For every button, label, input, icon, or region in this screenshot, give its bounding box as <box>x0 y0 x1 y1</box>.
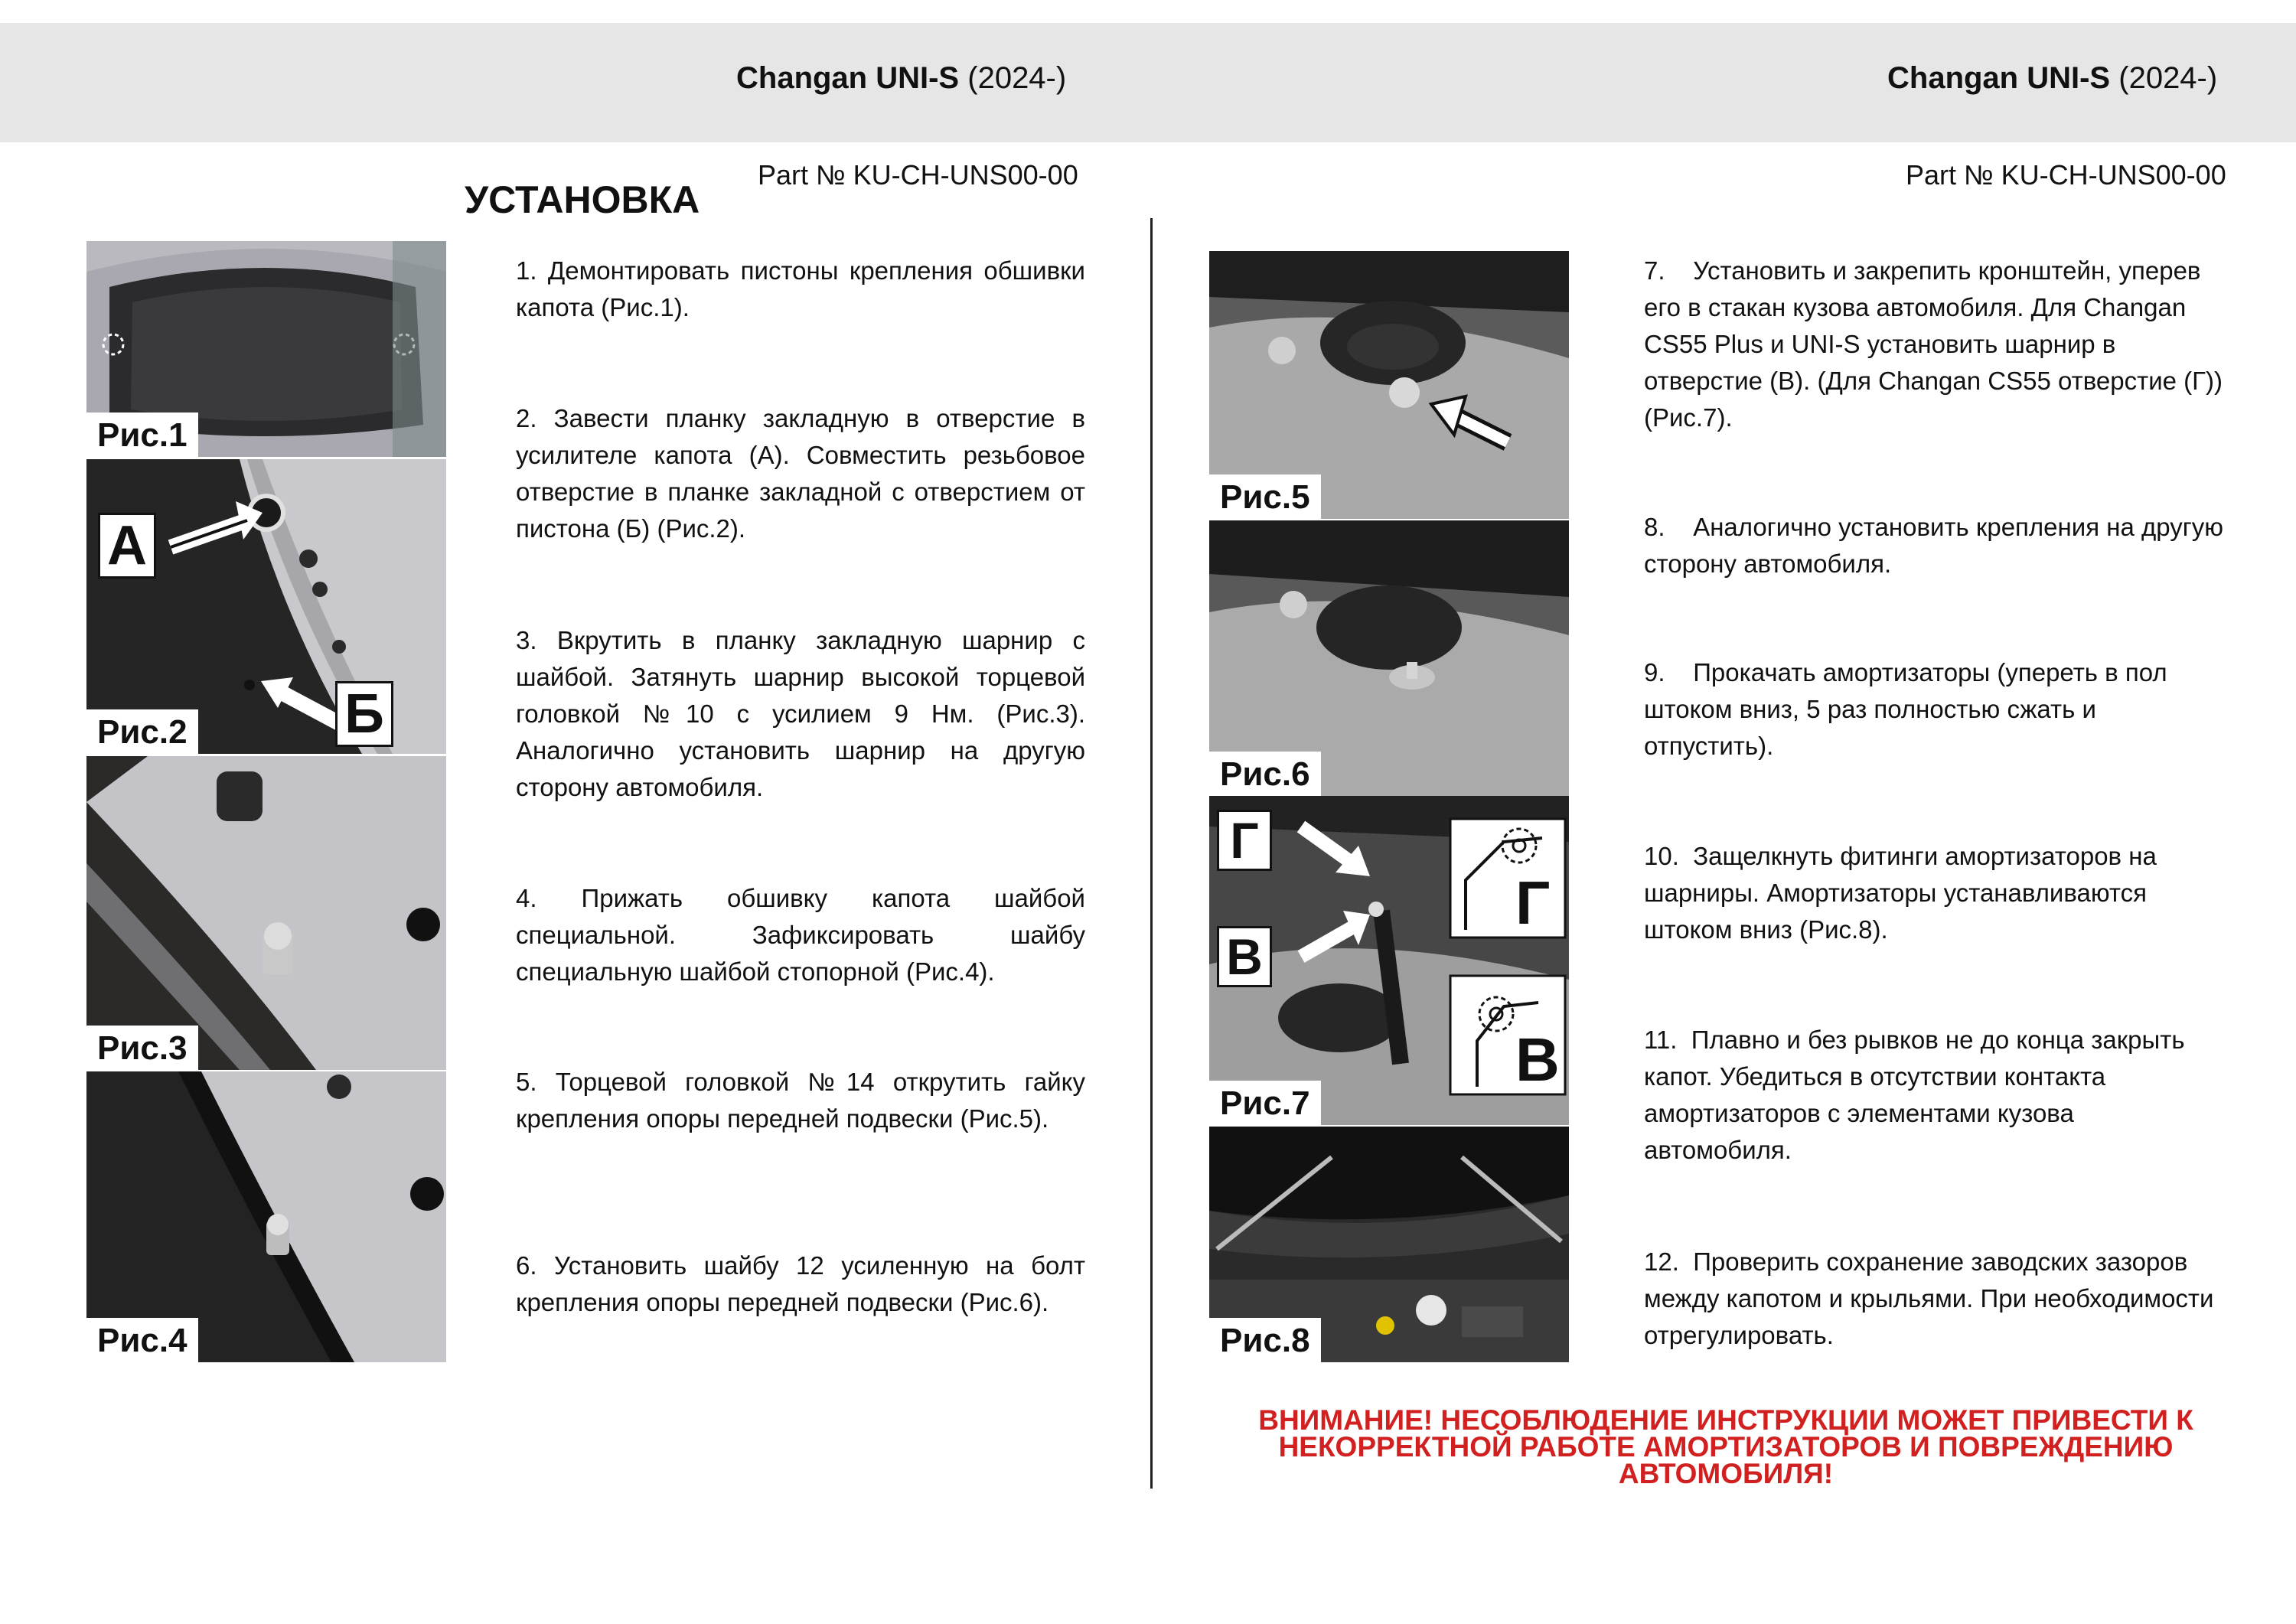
header-years: (2024-) <box>2118 61 2218 95</box>
figure-4-label: Рис.4 <box>86 1318 198 1362</box>
figure-2-photo <box>86 459 446 754</box>
step-2: 2. Завести планку закладную в отверстие в усилителе капота (А). Совместить резьбовое отверстие в планке закладной с отверстием от пистона (Б) (Рис.2). <box>516 404 1085 543</box>
page-title: УСТАНОВКА <box>465 178 700 221</box>
figure-2-label: Рис.2 <box>86 709 198 754</box>
figure-6-photo <box>1209 520 1569 796</box>
warning-text: ВНИМАНИЕ! НЕСОБЛЮДЕНИЕ ИНСТРУКЦИИ МОЖЕТ ПРИВЕСТИ К НЕКОРРЕКТНОЙ РАБОТЕ АМОРТИЗАТОРОВ И ПОВРЕЖДЕНИЮ АВТОМОБИЛЯ! <box>1258 1404 2193 1489</box>
step-1: 1. Демонтировать пистоны крепления обшивки капота (Рис.1). <box>516 256 1085 321</box>
figure-4-photo <box>86 1071 446 1362</box>
figure-7-photo <box>1209 796 1569 1125</box>
figure-8-photo <box>1209 1127 1569 1362</box>
step-8: 8. Аналогично установить крепления на другую сторону автомобиля. <box>1644 513 2231 578</box>
header-left <box>736 61 1066 96</box>
figure-3-photo <box>86 756 446 1070</box>
callout-a: А <box>98 513 156 579</box>
step-5: 5. Торцевой головкой №14 открутить гайку крепления опоры передней подвески (Рис.5). <box>516 1068 1085 1133</box>
figure-7-label: Рис.7 <box>1209 1081 1321 1125</box>
figure-1-photo <box>86 241 446 457</box>
figure-5-photo <box>1209 251 1569 519</box>
column-divider <box>1150 218 1153 1489</box>
inset-label-v: В <box>1515 1026 1560 1094</box>
inset-label-g: Г <box>1515 869 1551 937</box>
step-10: 10. Защелкнуть фитинги амортизаторов на шарниры. Амортизаторы устанавливаются штоком вниз (Рис.8). <box>1644 842 2164 944</box>
part-number-right: Part № KU-CH-UNS00-00 <box>1906 159 2226 191</box>
header-right <box>1887 61 2217 96</box>
step-7: 7. Установить и закрепить кронштейн, уперев его в стакан кузова автомобиля. Для Changan CS55 Plus и UNI-S установить шарнир в отверстие (В). (Для Changan CS55 отверстие (Г)) (Рис.7). <box>1644 256 2230 432</box>
figure-5-label: Рис.5 <box>1209 474 1321 519</box>
step-9: 9. Прокачать амортизаторы (упереть в пол штоком вниз, 5 раз полностью сжать и отпустить). <box>1644 658 2174 760</box>
header-brand: Changan UNI-S <box>736 61 960 95</box>
header-brand: Changan UNI-S <box>1887 61 2111 95</box>
callout-g: Г <box>1217 810 1272 871</box>
figure-8-label: Рис.8 <box>1209 1318 1321 1362</box>
figure-3-label: Рис.3 <box>86 1026 198 1070</box>
callout-v: В <box>1217 926 1272 987</box>
header-years: (2024-) <box>967 61 1067 95</box>
step-3: 3. Вкрутить в планку закладную шарнир с шайбой. Затянуть шарнир высокой торцевой головкой №10 с усилием 9 Нм. (Рис.3). Аналогично установить шарнир на другую сторону автомобиля. <box>516 626 1085 801</box>
step-6: 6. Установить шайбу 12 усиленную на болт крепления опоры передней подвески (Рис.6). <box>516 1251 1085 1316</box>
step-12: 12. Проверить сохранение заводских зазоров между капотом и крыльями. При необходимости отрегулировать. <box>1644 1247 2221 1349</box>
step-11: 11. Плавно и без рывков не до конца закрыть капот. Убедиться в отсутствии контакта амортизаторов с элементами кузова автомобиля. <box>1644 1026 2192 1164</box>
callout-b: Б <box>335 681 393 747</box>
figure-6-label: Рис.6 <box>1209 752 1321 796</box>
step-4: 4. Прижать обшивку капота шайбой специальной. Зафиксировать шайбу специальную шайбой стопорной (Рис.4). <box>516 884 1085 986</box>
part-number-left: Part № KU-CH-UNS00-00 <box>758 159 1078 191</box>
figure-1-label: Рис.1 <box>86 413 198 457</box>
